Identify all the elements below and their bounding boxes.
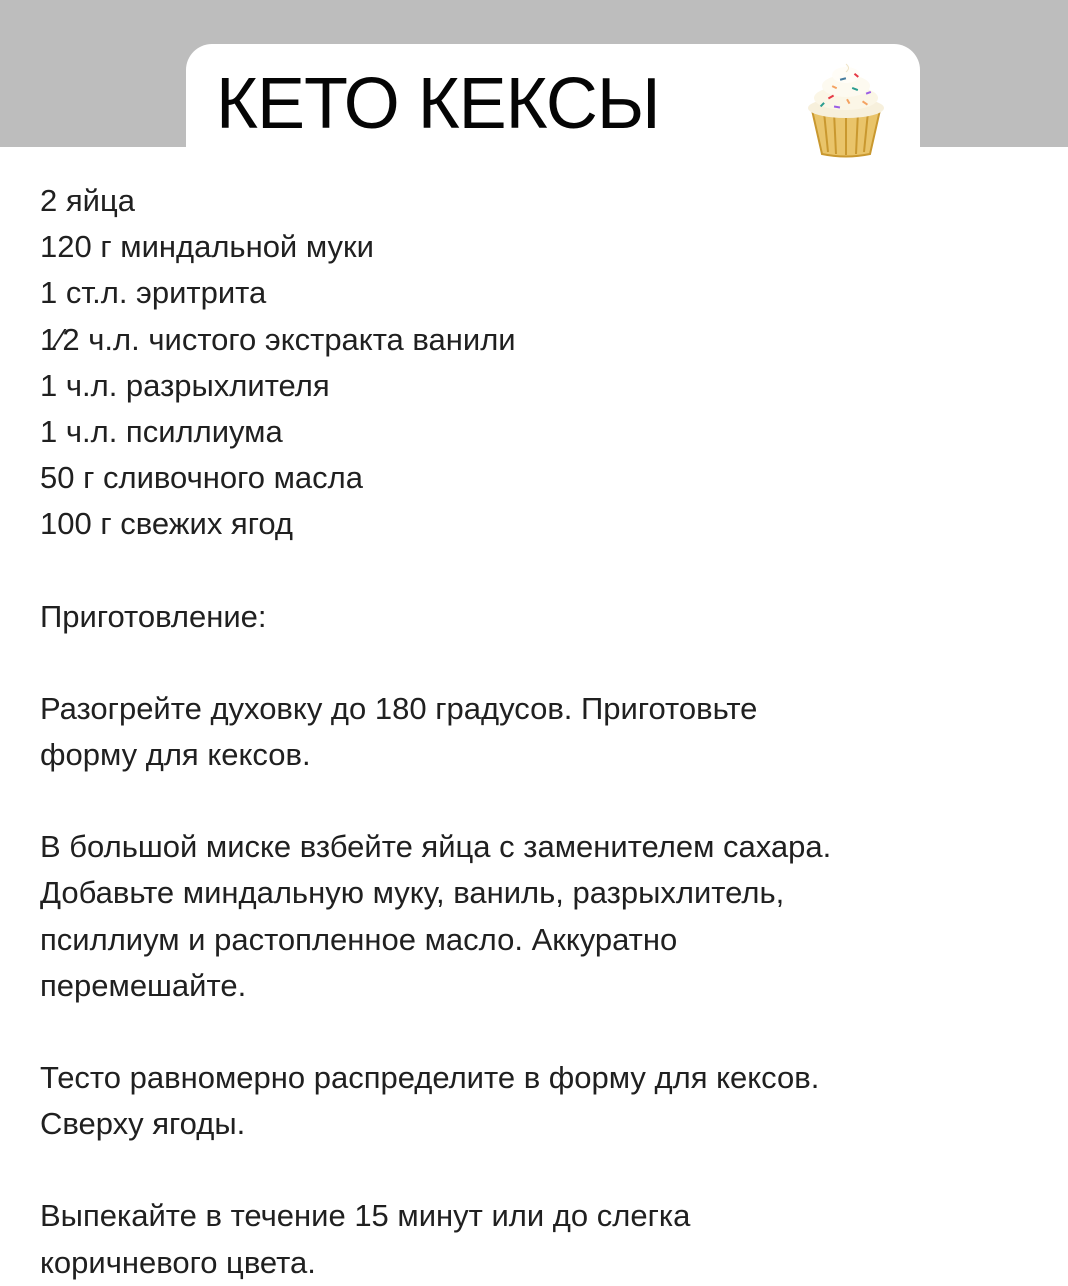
page-title: КЕТО КЕКСЫ [216, 64, 660, 144]
ingredient-item: 1⁄2 ч.л. чистого экстракта ванили [40, 321, 516, 357]
ingredient-item: 1 ч.л. псиллиума [40, 414, 283, 450]
title-tab [186, 44, 920, 164]
preparation-step: Тесто равномерно распределите в форму для кексов. Сверху ягоды. [40, 1060, 820, 1142]
ingredient-item: 50 г сливочного масла [40, 460, 363, 496]
ingredient-item: 100 г свежих ягод [40, 506, 293, 542]
preparation-step: В большой миске взбейте яйца с заменителем сахара. Добавьте миндальную муку, ваниль, разрыхлитель, псиллиум и растопленное масло. Аккуратно перемешайте. [40, 829, 832, 1003]
recipe-content [40, 178, 1040, 1286]
ingredient-item: 120 г миндальной муки [40, 229, 374, 265]
preparation-step: Разогрейте духовку до 180 градусов. Приготовьте форму для кексов. [40, 690, 758, 773]
ingredient-item: 1 ч.л. разрыхлителя [40, 367, 330, 403]
preparation-heading: Приготовление: [40, 598, 267, 634]
ingredient-item: 2 яйца [40, 183, 135, 218]
cupcake-icon [804, 62, 888, 158]
preparation-step: Выпекайте в течение 15 минут или до слегка коричневого цвета. [40, 1198, 691, 1280]
ingredient-list [40, 178, 1040, 548]
ingredient-item: 1 ст.л. эритрита [40, 275, 267, 311]
